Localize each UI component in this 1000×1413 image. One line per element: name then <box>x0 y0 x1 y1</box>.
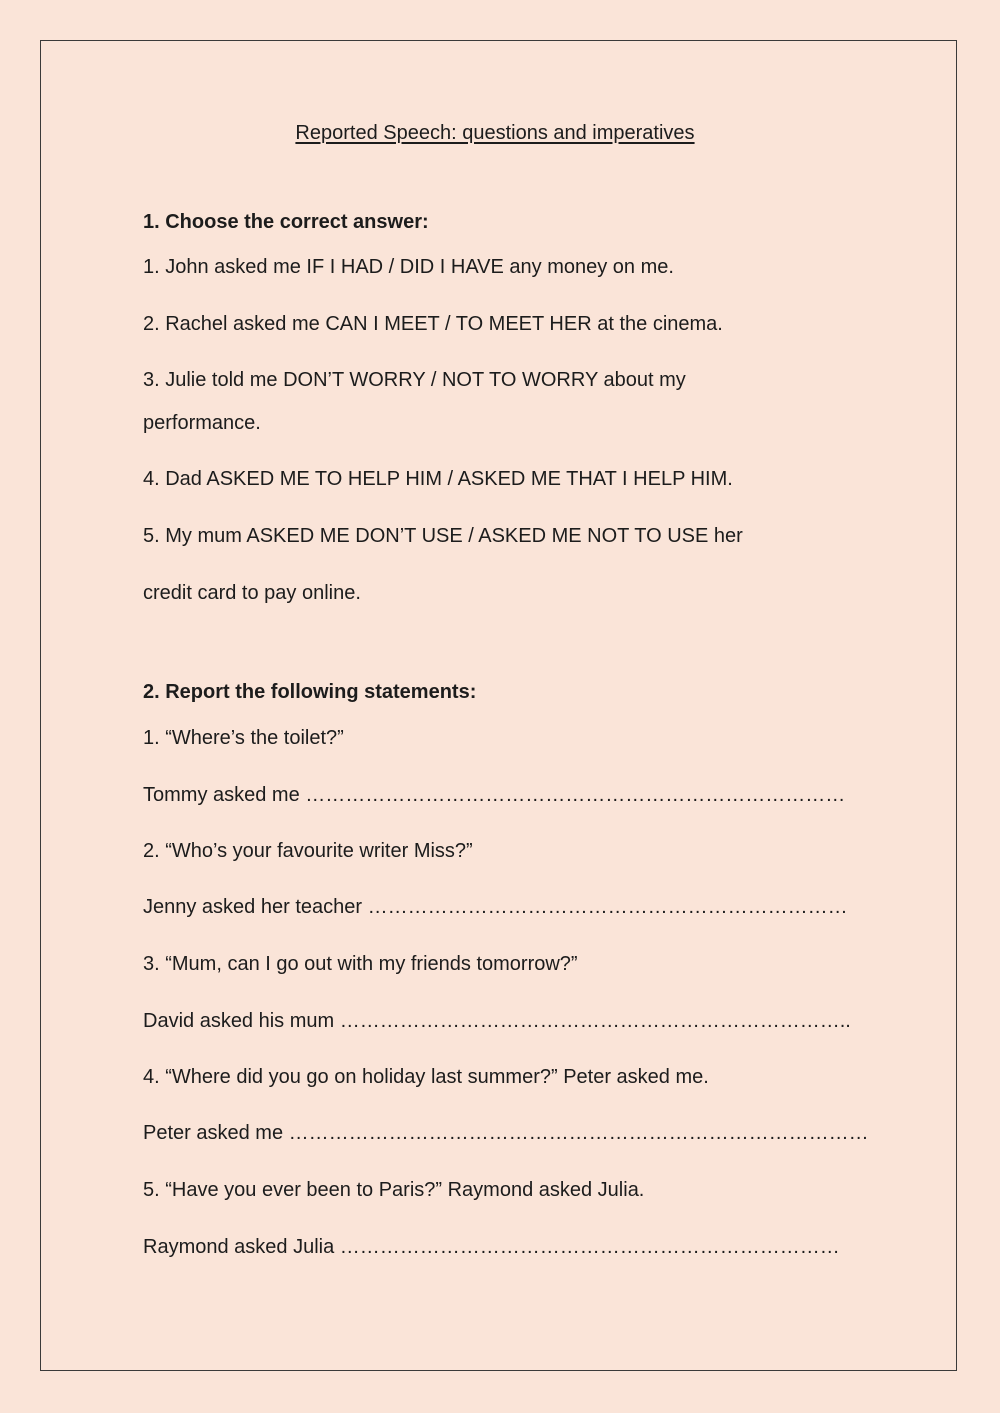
exercise-1-item-2: 2. Rachel asked me CAN I MEET / TO MEET HER at the cinema. <box>143 313 723 335</box>
section-1-heading: 1. Choose the correct answer: <box>143 211 429 233</box>
exercise-1-item-3-continued: performance. <box>143 412 261 434</box>
exercise-1-item-1: 1. John asked me IF I HAD / DID I HAVE any money on me. <box>143 256 674 278</box>
exercise-2-item-5-answer: Raymond asked Julia ………………………………………………………………… <box>143 1236 840 1258</box>
exercise-2-item-1-answer: Tommy asked me ……………………………………………………………………… <box>143 784 846 806</box>
exercise-2-item-4-prompt: 4. “Where did you go on holiday last summer?” Peter asked me. <box>143 1066 709 1088</box>
exercise-2-item-2-answer: Jenny asked her teacher ……………………………………………………………… <box>143 896 848 918</box>
exercise-1-item-3: 3. Julie told me DON’T WORRY / NOT TO WORRY about my <box>143 369 686 391</box>
exercise-1-item-5: 5. My mum ASKED ME DON’T USE / ASKED ME NOT TO USE her <box>143 525 743 547</box>
exercise-2-item-2-prompt: 2. “Who’s your favourite writer Miss?” <box>143 840 473 862</box>
exercise-1-item-4: 4. Dad ASKED ME TO HELP HIM / ASKED ME THAT I HELP HIM. <box>143 468 733 490</box>
page-border <box>40 40 957 1371</box>
exercise-2-item-3-answer: David asked his mum ………………………………………………………………….. <box>143 1010 851 1032</box>
exercise-2-item-1-prompt: 1. “Where’s the toilet?” <box>143 727 344 749</box>
page-title: Reported Speech: questions and imperatives <box>295 122 695 144</box>
section-2-heading: 2. Report the following statements: <box>143 681 477 703</box>
exercise-2-item-4-answer: Peter asked me …………………………………………………………………………… <box>143 1122 869 1144</box>
exercise-2-item-5-prompt: 5. “Have you ever been to Paris?” Raymond asked Julia. <box>143 1179 645 1201</box>
exercise-1-item-5-continued: credit card to pay online. <box>143 582 361 604</box>
exercise-2-item-3-prompt: 3. “Mum, can I go out with my friends tomorrow?” <box>143 953 578 975</box>
